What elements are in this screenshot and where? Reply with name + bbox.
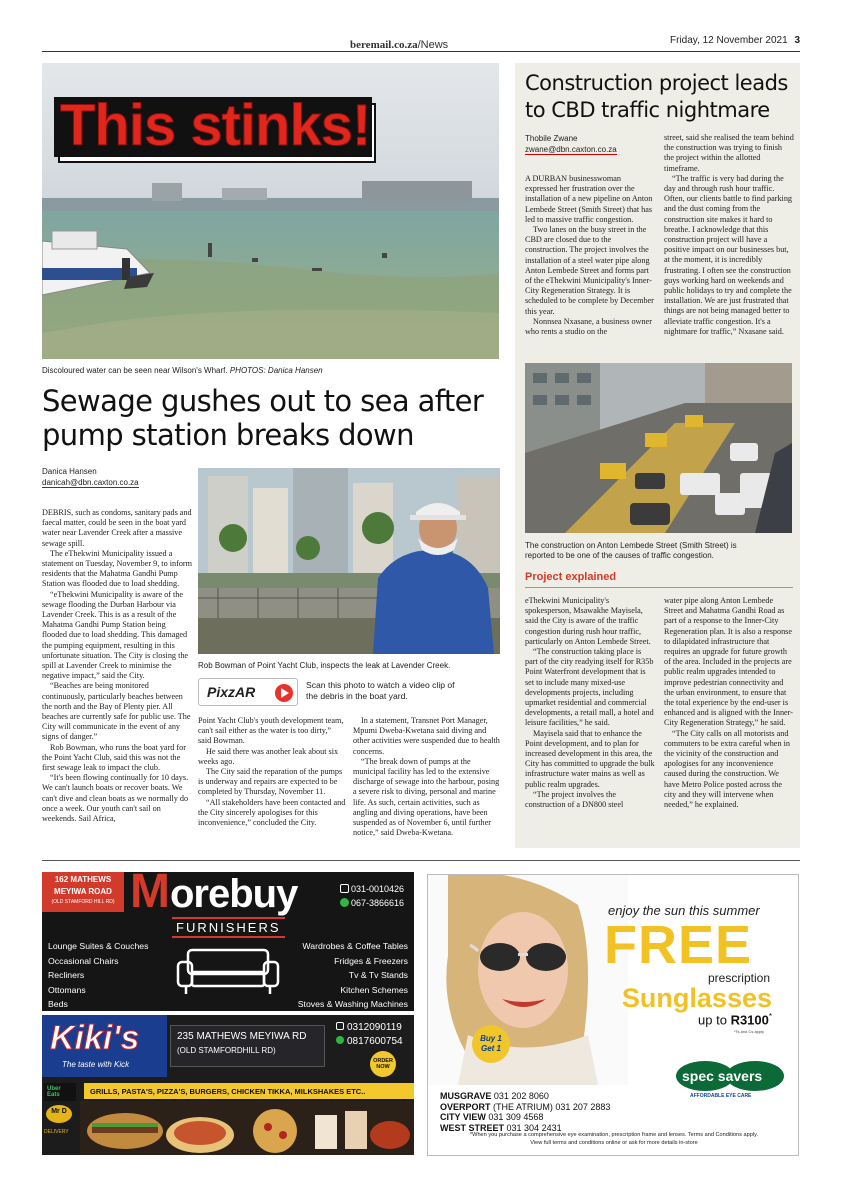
bowman-caption: Rob Bowman of Point Yacht Club, inspects the leak at Lavender Creek. (198, 661, 451, 670)
lead-column-2 (198, 716, 346, 828)
kikis-ad[interactable] (42, 1015, 414, 1155)
pixzar-line-1: Scan this photo to watch a video clip of (306, 680, 455, 690)
store-phone[interactable]: 031 309 4568 (488, 1112, 544, 1122)
product-item: Fridges & Freezers (334, 955, 408, 966)
side-headline-line-2: to CBD traffic nightmare (525, 98, 770, 122)
kikis-address (170, 1025, 325, 1067)
store-row (440, 1091, 610, 1102)
store-phone[interactable]: 031 202 8060 (493, 1091, 549, 1101)
morebuy-phones (340, 882, 404, 910)
whatsapp-icon (340, 898, 349, 907)
pixzar-box[interactable] (198, 676, 500, 708)
store-phone[interactable]: 031 207 2883 (555, 1101, 611, 1112)
terms-line-2: View full terms and conditions online or ask for more details in-store (530, 1139, 698, 1146)
product-item: Stoves & Washing Machines (297, 999, 408, 1009)
product-item: Lounge Suites & Couches (48, 941, 149, 951)
paragraph: “The traffic is very bad during the day and through rush hour traffic. Often, our clients battle to find parking and the dust coming from the construction site makes it hard to breathe. I acknowledge that this construction project will have a positive impact on our businesses but, at the moment, it is incredibly frustrating. I often see the construction guys working hard on weekends and public holidays to try and complete the installation. We are just frustrated that things are not being managed better to alleviate traffic congestion. It's a nightmare for traffic,” Nxasane said. (664, 173, 793, 336)
lead-column-3 (353, 716, 501, 838)
promo-sunglasses: Sunglasses (621, 983, 772, 1013)
store-name: OVERPORT (440, 1101, 491, 1112)
headline-line-1: Sewage gushes out to sea after (42, 384, 484, 418)
specsavers-subline: AFFORDABLE EYE CARE (690, 1093, 752, 1099)
up-to-text: up to (698, 1012, 727, 1028)
logo-rest: orebuy (169, 872, 298, 916)
store-name: MUSGRAVE (440, 1091, 492, 1101)
lead-byline (42, 466, 192, 488)
pixzar-wordmark: PixzAR (207, 684, 256, 700)
paragraph: “The break down of pumps at the municipal facility has led to the extensive discharge of sewage into the harbour, posing a severe risk to diving, personal and marine life. As such, certain activities, such as angling and diving operations, have been suspended as of November 6, until further notice,” said Dweba-Kwetana. (353, 756, 500, 838)
paragraph: The City said the reparation of the pumps is underway and repairs are expected to be completed by Thursday, November 11. (198, 767, 343, 797)
product-item: Ottomans (48, 984, 86, 995)
section-name: /News (417, 39, 449, 51)
construction-photo (525, 363, 792, 533)
lead-headline (42, 384, 502, 452)
order-now-badge[interactable]: ORDER NOW (370, 1051, 396, 1077)
paragraph: “The City calls on all motorists and commuters to be extra careful when in the vicinity of the construction and apologises for any inconvenience caused during the construction. We have Metro Police posted across the city and they will intervene when needed,” he explained. (664, 728, 790, 810)
phone-icon (336, 1022, 344, 1030)
lead-column-1 (42, 508, 192, 824)
side-column-1 (525, 174, 655, 337)
paragraph: street, said she realised the team behind the construction was trying to finish the project within the allotted timeframe. (664, 133, 794, 173)
ads-separator (42, 860, 800, 861)
paragraph: Rob Bowman, who runs the boat yard for the Point Yacht Club, said this was not the first sewage leak to impact the club. (42, 742, 186, 773)
play-icon (275, 684, 293, 702)
whatsapp-icon (336, 1036, 344, 1044)
harbour-caption (42, 366, 323, 375)
model-photo (428, 875, 628, 1085)
phone-1[interactable]: 0312090119 (347, 1022, 402, 1033)
kikis-phones (336, 1021, 403, 1049)
pixzar-instructions (306, 680, 455, 702)
product-item: Wardrobes & Coffee Tables (302, 941, 408, 951)
caption-text: Discoloured water can be seen near Wilson's Wharf. (42, 366, 228, 375)
morebuy-list-left (48, 939, 148, 1011)
kicker-title: This stinks! (60, 93, 371, 158)
paragraph: In a statement, Transnet Port Manager, Mpumi Dweba-Kwetana said diving and other activities were suspended due to health concerns. (353, 716, 500, 756)
morebuy-ad[interactable] (42, 872, 414, 1011)
product-item: Tv & Tv Stands (348, 970, 408, 980)
promo-tagline: enjoy the sun this summer (608, 903, 760, 918)
harbour-photo (42, 63, 499, 359)
author-name: Danica Hansen (42, 467, 97, 476)
delivery-badges (42, 1081, 78, 1155)
paragraph: Point Yacht Club's youth development team, can't sail either as the water is too dirty,” said Bowman. (198, 716, 344, 746)
page-header (42, 34, 800, 52)
kikis-logo: Kiki's (50, 1019, 140, 1057)
address-line-2: MEYIWA ROAD (54, 887, 112, 896)
address-line-2: (OLD STAMFORDHILL RD) (177, 1046, 276, 1055)
price-asterisk: * (768, 1012, 772, 1021)
buy-1-text: Buy 1 (480, 1034, 502, 1043)
pixzar-line-2: the debris in the boat yard. (306, 691, 408, 701)
product-item: Beds (48, 999, 68, 1009)
morebuy-furnishers: FURNISHERS (172, 917, 285, 938)
side-column-3 (525, 596, 655, 810)
delivery-label: DELIVERY (44, 1129, 69, 1135)
store-name: CITY VIEW (440, 1112, 486, 1122)
paragraph: “It's been flowing continually for 10 days. We can't launch boats or recover boats. We can't dive and clean boats as we normally do once a week. Our youth can't sail on weekends. Sail Africa, (42, 773, 189, 824)
store-name: WEST STREET (440, 1122, 505, 1133)
sofa-icon (174, 944, 282, 996)
phone-row-1 (340, 882, 404, 896)
caption-line-1: The construction on Anton Lembede Street (Smith Street) is (525, 541, 737, 550)
store-list (440, 1091, 610, 1133)
kikis-logo-area (42, 1015, 167, 1077)
side-author-email[interactable]: zwane@dbn.caxton.co.za (525, 145, 617, 154)
paragraph: Mayisela said that to enhance the Point development, and to plan for increased development in this area, the City has committed to upgrade the bulk infrastructure water mains as well as public realm upgrades. (525, 728, 655, 789)
phone-2[interactable]: 0817600754 (347, 1036, 403, 1047)
phone-1[interactable]: 031-0010426 (351, 884, 405, 894)
paragraph: “All stakeholders have been contacted and the City sincerely apologises for this inconvenience,” concluded the City. (198, 797, 346, 828)
promo-free: FREE (604, 915, 753, 975)
paragraph: water pipe along Anton Lembede Street and Mahatma Gandhi Road as part of a response to the Inner-City Regeneration plan. It is also a response to dilapidated infrastructure that requires an upgrade for future growth of the area. Included in the projects are public realm upgrades intended to improve pedestrian connectivity and the urban environment, to ensure that the total experience by the end-user is enhanced and is aligned with the Inner-City Regeneration Strategy,” he said. (664, 596, 793, 728)
product-item: Occasional Chairs (48, 955, 119, 966)
pixzar-logo-box (198, 678, 298, 706)
header-rule (42, 51, 800, 52)
tcs-apply: *Ts and Cs apply (733, 1029, 764, 1034)
page-number: 3 (794, 35, 800, 46)
phone-icon (340, 884, 349, 893)
paragraph: “Beaches are being monitored continuously, particularly beaches between the north and the Bay of Plenty pier. All beaches are currently safe for public use. The City will communicate in the event of any signs of danger.” (42, 681, 191, 742)
side-headline (525, 70, 795, 124)
author-email[interactable]: danicah@dbn.caxton.co.za (42, 478, 139, 487)
phone-row-2 (340, 896, 404, 910)
paragraph: eThekwini Municipality's spokesperson, Msawakhe Mayisela, said the City is aware of the traffic congestion during rush hour traffic, particularly on Anton Lembede Street. (525, 596, 651, 646)
bogo-badge (472, 1025, 510, 1063)
terms-line-1: *When you purchase a comprehensive eye examination, prescription frame and lenses. Terms and Conditions apply. (469, 1132, 759, 1138)
mr-d-badge: Mr D (46, 1105, 72, 1123)
side-column-4 (664, 596, 794, 810)
construction-caption (525, 541, 795, 561)
specsavers-ad[interactable] (427, 874, 799, 1156)
kikis-menu-strip: GRILLS, PASTA'S, PIZZA'S, BURGERS, CHICKEN TIKKA, MILKSHAKES ETC.. (84, 1083, 414, 1099)
morebuy-list-right (298, 939, 408, 1011)
this-stinks-banner (54, 93, 376, 158)
paragraph: Nonnsea Nxasane, a business owner who rents a studio on the (525, 316, 652, 337)
side-author-name: Thobile Zwane (525, 134, 578, 143)
specsavers-logo[interactable] (676, 1061, 786, 1101)
site-name[interactable]: beremail.co.za (350, 39, 418, 51)
price-value: R3100 (730, 1012, 769, 1028)
store-location-note: (THE ATRIUM) (493, 1101, 553, 1112)
specsavers-wordmark: spec savers (682, 1068, 763, 1084)
paragraph: “eThekwini Municipality is aware of the sewage flooding the Durban Harbour via Lavender Creek. This is as a result of the Mahatma Gandhi Pump Station being flooded due to load shedding. This damaged the pumping equipment, resulting in this unfortunate situation. The City is closing the spill at Lavender Creek to minimise the negative impact,” said the City. (42, 589, 189, 681)
paragraph: “The project involves the construction of a DN800 steel (525, 789, 624, 810)
issue-date: Friday, 12 November 2021 (670, 35, 788, 46)
headline-line-2: pump station breaks down (42, 418, 414, 452)
logo-m: M (130, 872, 170, 918)
paragraph: He said there was another leak about six weeks ago. (198, 746, 339, 766)
photo-credit: PHOTOS: Danica Hansen (229, 366, 323, 375)
caption-line-2: reported to be one of the causes of traffic congestion. (525, 551, 714, 560)
uber-eats-badge: Uber Eats (44, 1083, 76, 1101)
address-line-1: 235 MATHEWS MEYIWA RD (177, 1031, 307, 1042)
address-line-1: 162 MATHEWS (54, 875, 112, 884)
side-headline-line-1: Construction project leads (525, 71, 788, 95)
paragraph: Two lanes on the busy street in the CBD are closed due to the construction. The project involves the installation of a steel water pipe along Anton Lembede Street and forms part of the eThekwini Municipality's Inner-City Regeneration Strategy. It is scheduled to be complete by December this year. (525, 225, 654, 316)
morebuy-address (42, 872, 124, 912)
store-row (440, 1102, 610, 1113)
promo-prescription: prescription (707, 971, 770, 985)
project-explained-heading: Project explained (525, 571, 617, 583)
get-1-text: Get 1 (480, 1044, 501, 1053)
side-column-2 (664, 133, 794, 337)
store-phone[interactable]: 031 304 2431 (506, 1122, 562, 1133)
side-byline (525, 133, 655, 155)
promo-price (698, 1012, 772, 1027)
address-line-3: (OLD STAMFORD HILL RD) (51, 899, 115, 905)
store-row (440, 1112, 610, 1123)
product-item: Kitchen Schemes (340, 984, 408, 995)
paragraph: A DURBAN businesswoman expressed her frustration over the installation of a new pipeline on Anton Lembede Street (Smith Street) that has led to massive traffic congestion. (525, 174, 653, 224)
dateline (670, 35, 800, 46)
paragraph: “The construction taking place is part of the city readying itself for R35b Point Waterfront development that is set to include many mixed-use developments projects, including upmarket residential and commercial developments, a retail mall, a hotel and leisure facilities,” he said. (525, 647, 654, 728)
specsavers-terms (428, 1132, 799, 1147)
kikis-tagline: The taste with Kick (62, 1060, 130, 1069)
phone-2[interactable]: 067-3866616 (351, 898, 405, 908)
paragraph: The eThekwini Municipality issued a statement on Tuesday, November 9, to inform residents that the Mahatma Gandhi Pump Station was flooded due to load shedding. (42, 548, 193, 589)
food-photo (80, 1101, 414, 1155)
explained-rule (525, 587, 793, 588)
product-item: Recliners (48, 970, 85, 980)
bowman-photo (198, 468, 500, 654)
paragraph: DEBRIS, such as condoms, sanitary pads and faecal matter, could be seen in the boat yard water near Lavender Creek after a massive sewage spill. (42, 508, 192, 548)
